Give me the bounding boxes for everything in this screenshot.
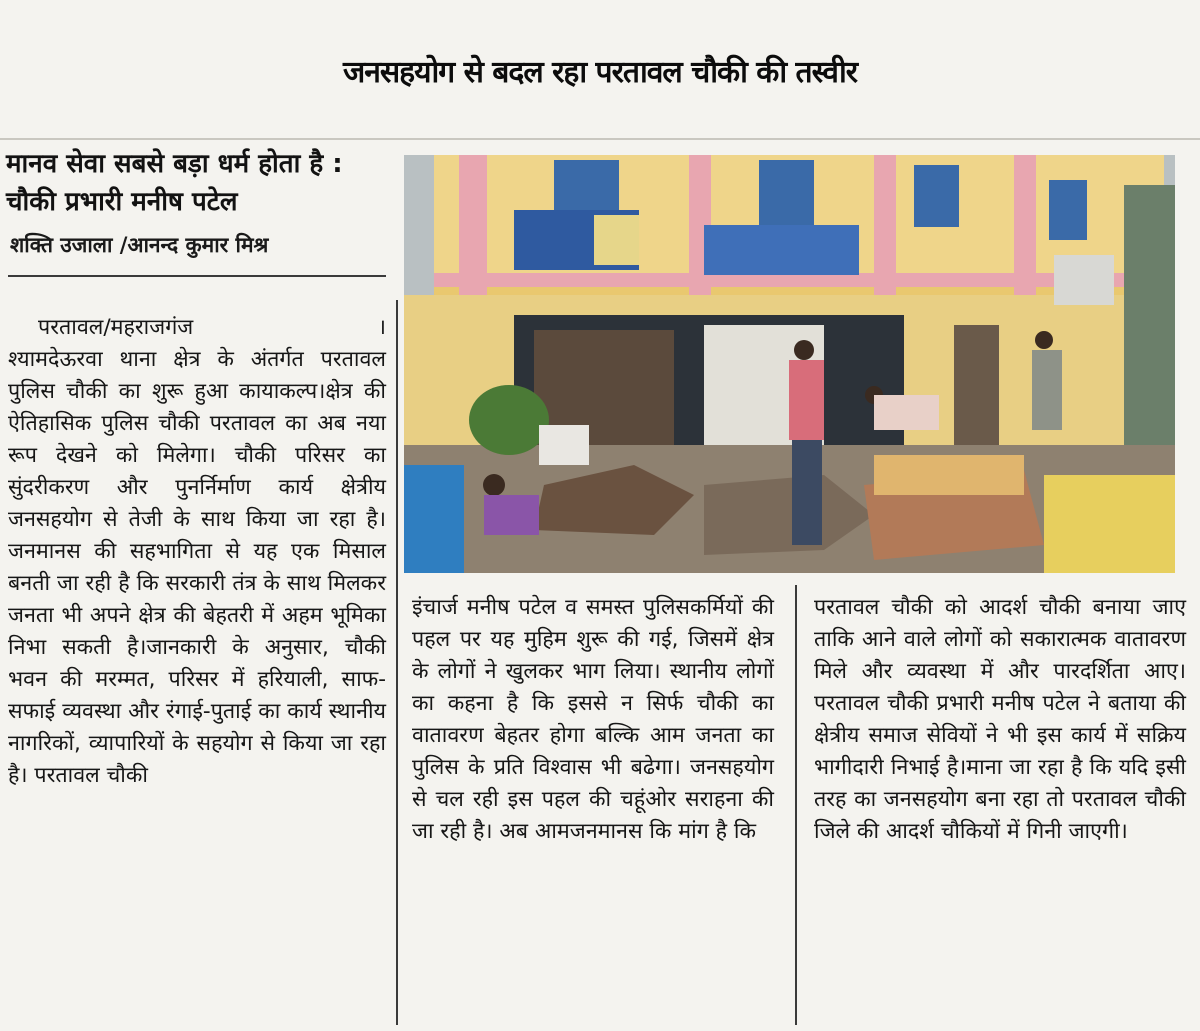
article-column-3: परतावल चौकी को आदर्श चौकी बनाया जाए ताकि आने वाले लोगों को सकारात्मक वातावरण मिले और व्यवस्था में और पारदर्शिता आए।परतावल चौकी प्रभारी मनीष पटेल ने बताया की क्षेत्रीय समाज सेवियों ने भी इस कार्य में सक्रिय भागीदारी निभाई है।माना जा रहा है कि यदि इसी तरह का जनसहयोग बना रहा तो परतावल चौकी जिले की आदर्श चौकियों में गिनी जाएगी। — [814, 595, 1186, 844]
subhead-line-2: चौकी प्रभारी मनीष पटेल — [6, 187, 238, 217]
byline-rule — [8, 275, 386, 277]
column-divider-2 — [795, 585, 797, 1025]
news-photo — [404, 155, 1175, 573]
dateline-mark: । — [377, 315, 386, 340]
subhead-line-1: मानव सेवा सबसे बड़ा धर्म होता है : — [6, 149, 343, 179]
subheadline — [6, 145, 396, 221]
dateline — [8, 312, 386, 344]
article-column-2: इंचार्ज मनीष पटेल व समस्त पुलिसकर्मियों की पहल पर यह मुहिम शुरू की गई, जिसमें क्षेत्र के लोगों ने खुलकर भाग लिया। स्थानीय लोगों का कहना है कि इससे न सिर्फ चौकी का वातावरण बेहतर होगा बल्कि आम जनता का पुलिस के प्रति विश्वास भी बढेगा। जनसहयोग से चल रही इस पहल की चहूंओर सराहना की जा रही है। अब आमजनमानस कि मांग है कि — [412, 595, 774, 844]
dateline-place: परतावल/महराजगंज — [38, 315, 194, 340]
headline: जनसहयोग से बदल रहा परतावल चौकी की तस्वीर — [342, 54, 858, 90]
column-1-text: श्यामदेऊरवा थाना क्षेत्र के अंतर्गत परतावल पुलिस चौकी का शुरू हुआ कायाकल्प।क्षेत्र की ऐतिहासिक पुलिस चौकी परतावल का अब नया रूप देखने को मिलेगा। चौकी परिसर का सुंदरीकरण और पुनर्निर्माण कार्य क्षेत्रीय जनसहयोग से तेजी के साथ किया जा रहा है। जनमानस की सहभागिता से यह एक मिसाल बनती जा रही है कि सरकारी तंत्र के साथ मिलकर जनता भी अपने क्षेत्र की बेहतरी में अहम भूमिका निभा सकती है।जानकारी के अनुसार, चौकी भवन की मरम्मत, परिसर में हरियाली, साफ-सफाई व्यवस्था और रंगाई-पुताई का कार्य स्थानीय नागरिकों, व्यापारियों के सहयोग से किया जा रहा है। परतावल चौकी — [8, 347, 386, 788]
headline-rule — [0, 138, 1200, 140]
byline: शक्ति उजाला /आनन्द कुमार मिश्र — [10, 233, 269, 257]
column-divider-1 — [396, 300, 398, 1025]
article-column-1 — [8, 312, 386, 792]
